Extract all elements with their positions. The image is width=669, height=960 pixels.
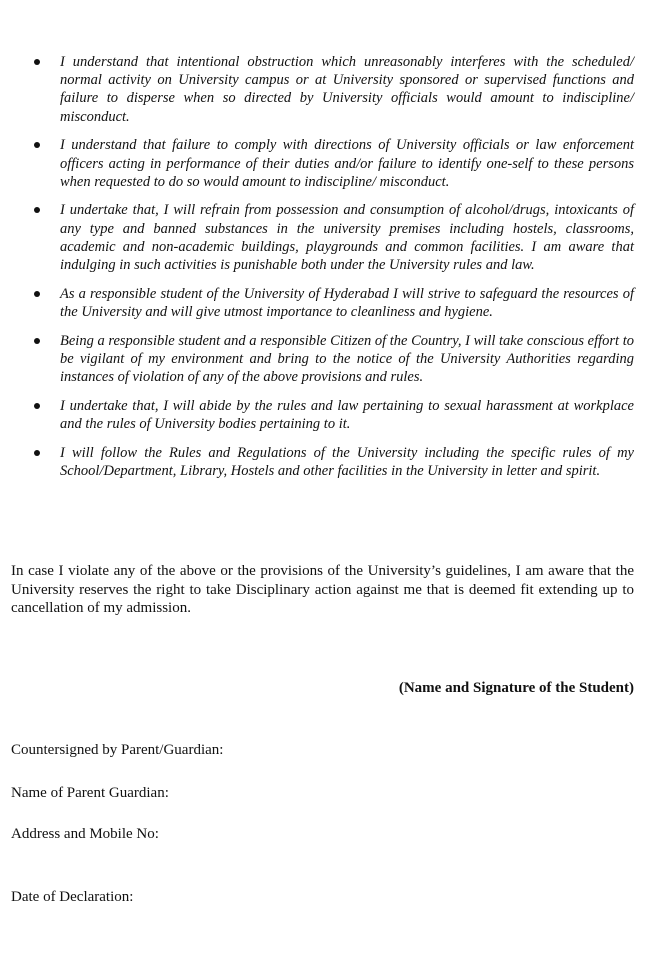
pledge-item (0, 201, 669, 274)
pledge-item (0, 397, 669, 433)
bullet-icon (34, 450, 40, 456)
pledge-item (0, 332, 669, 387)
pledge-item (0, 136, 669, 191)
parent-name-label: Name of Parent Guardian: (11, 785, 169, 801)
pledge-text: I will follow the Rules and Regulations of the University including the specific rules of my School/Department, Library, Hostels and other facilities in the University in letter and spirit. (60, 444, 634, 479)
pledge-item (0, 285, 669, 321)
pledge-text: Being a responsible student and a responsible Citizen of the Country, I will take conscious effort to be vigilant of my environment and bring to the notice of the University Authorities regarding instances of violation of any of the above provisions and rules. (60, 332, 634, 386)
bullet-icon (34, 59, 40, 65)
pledge-item (0, 53, 669, 126)
bullet-icon (34, 207, 40, 213)
declaration-date-label: Date of Declaration: (11, 889, 134, 905)
address-mobile-label: Address and Mobile No: (11, 826, 159, 842)
declaration-paragraph: In case I violate any of the above or the provisions of the University’s guidelines, I am aware that the University reserves the right to take Disciplinary action against me that is deemed fit extending up to cancellation of my admission. (11, 563, 634, 616)
pledge-text: I undertake that, I will abide by the rules and law pertaining to sexual harassment at workplace and the rules of University bodies pertaining to it. (60, 397, 634, 432)
pledge-list (0, 53, 669, 491)
bullet-icon (34, 291, 40, 297)
countersigned-label: Countersigned by Parent/Guardian: (11, 742, 224, 758)
bullet-icon (34, 338, 40, 344)
pledge-item (0, 444, 669, 480)
pledge-text: I understand that failure to comply with directions of University officials or law enforcement officers acting in performance of their duties and/or failure to identify one-self to these persons when requested to do so would amount to indiscipline/ misconduct. (60, 137, 634, 190)
pledge-text: I undertake that, I will refrain from possession and consumption of alcohol/drugs, intoxicants of any type and banned substances in the university premises including hostels, classrooms, academic and non-academic buildings, playgrounds and common facilities. I am aware that indulging in such activities is punishable both under the University rules and law. (60, 202, 634, 274)
bullet-icon (34, 403, 40, 409)
student-signature-label: (Name and Signature of the Student) (398, 680, 634, 696)
bullet-icon (34, 142, 40, 148)
pledge-text: As a responsible student of the University of Hyderabad I will strive to safeguard the resources of the University and will give utmost importance to cleanliness and hygiene. (60, 285, 634, 320)
pledge-text: I understand that intentional obstruction which unreasonably interferes with the scheduled/ normal activity on University campus or at University sponsored or supervised functions and failure to disperse when so directed by University officials would amount to indiscipline/ misconduct. (60, 54, 634, 125)
